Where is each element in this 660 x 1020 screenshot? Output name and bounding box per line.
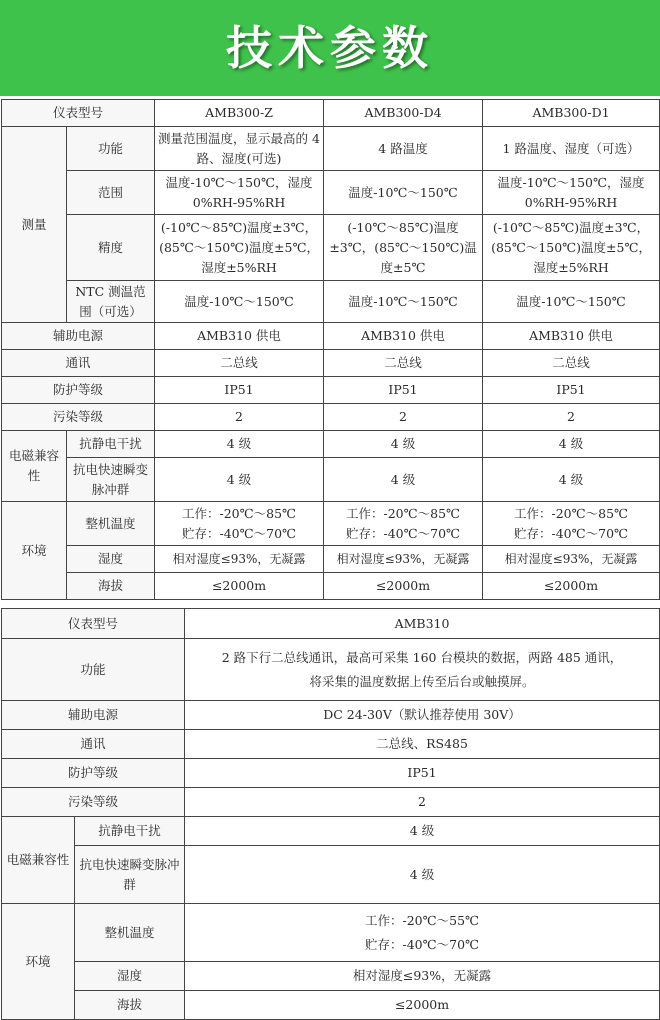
row-label: 防护等级 <box>2 759 185 788</box>
cell-value: 温度-10℃～150℃ <box>483 281 660 323</box>
table-row <box>2 639 660 701</box>
measure-group-label: 测量 <box>2 127 67 323</box>
model-name: AMB300-D4 <box>324 100 483 127</box>
table-row <box>2 323 660 350</box>
cell-value: 二总线、RS485 <box>185 730 660 759</box>
cell-value: 温度-10℃～150℃，湿度0%RH-95%RH <box>483 171 660 215</box>
row-label: 通讯 <box>2 350 155 377</box>
amb310-spec-table <box>1 608 660 1020</box>
cell-value: (-10℃～85℃)温度±3℃，(85℃～150℃)温度±5℃，湿度±5%RH <box>155 215 324 281</box>
row-label: 整机温度 <box>75 904 185 962</box>
model-header-label: 仪表型号 <box>2 100 155 127</box>
row-label: 范围 <box>67 171 155 215</box>
table-row <box>2 404 660 431</box>
table-row <box>2 100 660 127</box>
table-row <box>2 546 660 573</box>
work-temp: 工作：-20℃～55℃ <box>365 912 480 928</box>
table-row <box>2 817 660 846</box>
cell-value: ≤2000m <box>185 991 660 1020</box>
cell-value: 温度-10℃～150℃，湿度0%RH-95%RH <box>155 171 324 215</box>
table-row <box>2 730 660 759</box>
cell-value: ≤2000m <box>155 573 324 600</box>
cell-value: 4 级 <box>155 431 324 458</box>
cell-value: 相对湿度≤93%，无凝露 <box>483 546 660 573</box>
cell-value: ≤2000m <box>324 573 483 600</box>
table-row <box>2 350 660 377</box>
env-group-label: 环境 <box>2 502 67 600</box>
cell-value: 相对湿度≤93%，无凝露 <box>324 546 483 573</box>
row-label: 精度 <box>67 215 155 281</box>
cell-value: 4 级 <box>155 458 324 502</box>
cell-value: 4 级 <box>324 431 483 458</box>
cell-value: 4 级 <box>483 431 660 458</box>
cell-value <box>324 502 483 546</box>
cell-value: 二总线 <box>483 350 660 377</box>
cell-value: 二总线 <box>155 350 324 377</box>
row-label: 辅助电源 <box>2 701 185 730</box>
row-label: 海拔 <box>67 573 155 600</box>
row-label: 抗电快速瞬变脉冲群 <box>67 458 155 502</box>
cell-value: 2 <box>155 404 324 431</box>
table-row <box>2 846 660 904</box>
table-row <box>2 962 660 991</box>
amb300-spec-table <box>1 99 660 600</box>
cell-value: 相对湿度≤93%，无凝露 <box>185 962 660 991</box>
row-label: NTC 测温范围（可选） <box>67 281 155 323</box>
cell-value: 4 级 <box>483 458 660 502</box>
cell-value: IP51 <box>483 377 660 404</box>
row-label: 湿度 <box>75 962 185 991</box>
row-label: 功能 <box>67 127 155 171</box>
emc-group-label: 电磁兼容性 <box>2 817 75 904</box>
row-label: 功能 <box>2 639 185 701</box>
cell-value <box>483 502 660 546</box>
cell-value: AMB310 供电 <box>483 323 660 350</box>
table-row <box>2 701 660 730</box>
row-label: 污染等级 <box>2 788 185 817</box>
row-label: 湿度 <box>67 546 155 573</box>
row-label: 海拔 <box>75 991 185 1020</box>
row-label: 整机温度 <box>67 502 155 546</box>
cell-value: 2 <box>483 404 660 431</box>
cell-value: 2 <box>324 404 483 431</box>
function-line: 将采集的温度数据上传至后台或触摸屏。 <box>309 673 535 689</box>
cell-value: AMB310 供电 <box>155 323 324 350</box>
title-banner <box>0 0 660 96</box>
model-name: AMB300-Z <box>155 100 324 127</box>
cell-value: 4 级 <box>324 458 483 502</box>
cell-value: 2 <box>185 788 660 817</box>
row-label: 抗静电干扰 <box>75 817 185 846</box>
store-temp: 贮存：-40℃～70℃ <box>365 936 480 952</box>
cell-value: 相对湿度≤93%，无凝露 <box>155 546 324 573</box>
cell-value: 4 路温度 <box>324 127 483 171</box>
cell-value: ≤2000m <box>483 573 660 600</box>
table-row <box>2 904 660 962</box>
model-header-label: 仪表型号 <box>2 609 185 639</box>
work-temp: 工作：-20℃～85℃ <box>514 505 629 521</box>
emc-group-label: 电磁兼容性 <box>2 431 67 502</box>
cell-value: 4 级 <box>185 846 660 904</box>
cell-value <box>155 502 324 546</box>
cell-value <box>185 904 660 962</box>
row-label: 防护等级 <box>2 377 155 404</box>
table-row <box>2 127 660 171</box>
function-description <box>185 639 660 701</box>
page-title: 技术参数 <box>226 21 434 75</box>
table-row <box>2 431 660 458</box>
cell-value: 测量范围温度，显示最高的 4 路、湿度(可选) <box>155 127 324 171</box>
cell-value: IP51 <box>324 377 483 404</box>
cell-value: (-10℃～85℃)温度±3℃，(85℃～150℃)温度±5℃，湿度±5%RH <box>483 215 660 281</box>
table-row <box>2 991 660 1020</box>
table-row <box>2 215 660 281</box>
store-temp: 贮存：-40℃～70℃ <box>346 525 461 541</box>
table-row <box>2 759 660 788</box>
cell-value: 温度-10℃～150℃ <box>155 281 324 323</box>
row-label: 辅助电源 <box>2 323 155 350</box>
function-line: 2 路下行二总线通讯，最高可采集 160 台模块的数据，两路 485 通讯， <box>221 649 623 665</box>
table-row <box>2 502 660 546</box>
table-row <box>2 377 660 404</box>
cell-value: 温度-10℃～150℃ <box>324 281 483 323</box>
cell-value: 二总线 <box>324 350 483 377</box>
table-row <box>2 788 660 817</box>
model-name: AMB300-D1 <box>483 100 660 127</box>
cell-value: IP51 <box>155 377 324 404</box>
cell-value: AMB310 供电 <box>324 323 483 350</box>
cell-value: DC 24-30V（默认推荐使用 30V） <box>185 701 660 730</box>
cell-value: 1 路温度、湿度（可选） <box>483 127 660 171</box>
work-temp: 工作：-20℃～85℃ <box>182 505 297 521</box>
row-label: 抗电快速瞬变脉冲群 <box>75 846 185 904</box>
table-row <box>2 281 660 323</box>
row-label: 通讯 <box>2 730 185 759</box>
env-group-label: 环境 <box>2 904 75 1020</box>
table-row <box>2 573 660 600</box>
row-label: 抗静电干扰 <box>67 431 155 458</box>
store-temp: 贮存：-40℃～70℃ <box>182 525 297 541</box>
store-temp: 贮存：-40℃～70℃ <box>514 525 629 541</box>
table-row <box>2 171 660 215</box>
table-row <box>2 609 660 639</box>
row-label: 污染等级 <box>2 404 155 431</box>
table-row <box>2 458 660 502</box>
cell-value: 温度-10℃～150℃ <box>324 171 483 215</box>
model-name: AMB310 <box>185 609 660 639</box>
cell-value: IP51 <box>185 759 660 788</box>
work-temp: 工作：-20℃～85℃ <box>346 505 461 521</box>
cell-value: (-10℃～85℃)温度±3℃，(85℃～150℃)温度±5℃ <box>324 215 483 281</box>
cell-value: 4 级 <box>185 817 660 846</box>
